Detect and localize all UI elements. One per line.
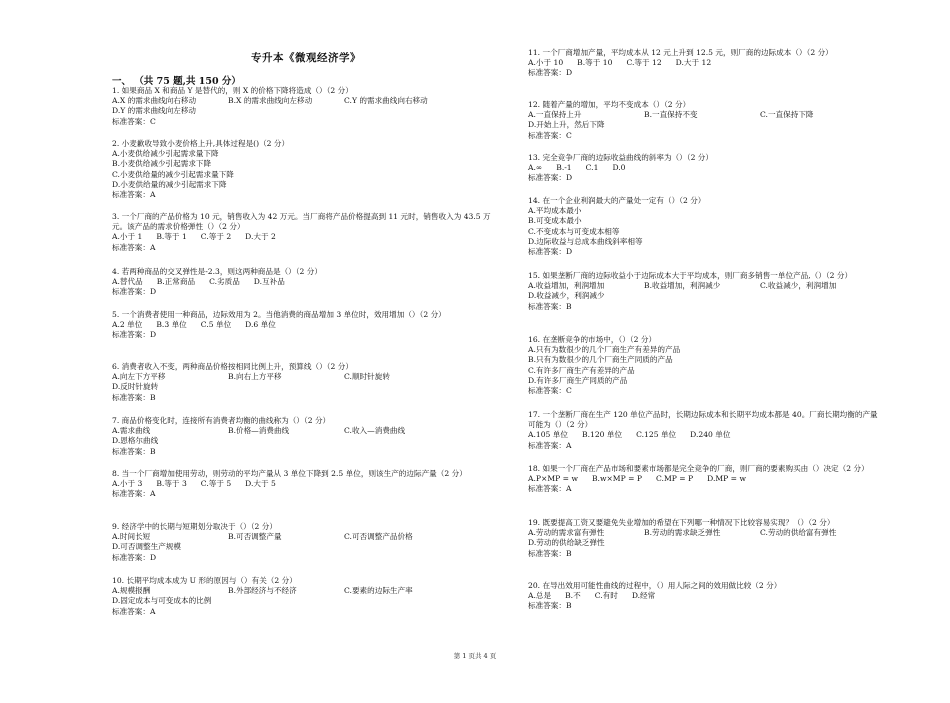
- answer-option: A.替代品: [112, 277, 143, 287]
- question-item: [112, 522, 500, 563]
- question-item: [112, 212, 500, 253]
- answer-option: C.小麦供给量的减少引起需求量下降: [112, 169, 234, 179]
- answer-option: C.Y 的需求曲线向右移动: [344, 96, 428, 106]
- question-item: [112, 416, 500, 457]
- answer-option: B.不: [565, 591, 581, 601]
- question-item: [112, 139, 500, 200]
- answer-option: B.可否调整产量: [228, 532, 282, 542]
- answer-option: C.收入—消费曲线: [344, 426, 406, 436]
- standard-answer: 标准答案：B: [528, 548, 572, 558]
- option-group: [528, 281, 878, 301]
- option-group: [528, 163, 878, 173]
- question-stem: 4. 若两种商品的交叉弹性是-2.3，则这两种商品是（）（2 分）: [112, 267, 322, 276]
- answer-option: B.一直保持不变: [644, 110, 698, 120]
- question-stem: 9. 经济学中的长期与短期划分取决于（）（2 分）: [112, 522, 277, 531]
- option-group: [528, 591, 878, 601]
- standard-answer: 标准答案：C: [112, 116, 156, 126]
- question-item: [528, 271, 878, 312]
- answer-option: A.小于 10: [528, 58, 564, 68]
- answer-option: D.收益减少，利润减少: [528, 291, 605, 301]
- answer-option: A.X 的需求曲线向右移动: [112, 96, 197, 106]
- answer-option: B.120 单位: [582, 430, 623, 440]
- option-group: [528, 110, 878, 130]
- answer-option: B.等于 3: [156, 479, 187, 489]
- answer-option: A.∞: [528, 163, 543, 173]
- answer-option: C.劣质品: [209, 277, 240, 287]
- standard-answer: 标准答案：D: [112, 552, 157, 562]
- option-group: [528, 58, 878, 68]
- question-stem: 6. 消费者收入不变，两种商品价格按相同比例上升，预算线（）（2 分）: [112, 362, 353, 371]
- answer-option: B.正常商品: [156, 277, 196, 287]
- answer-option: D.大于 12: [675, 58, 712, 68]
- option-group: [112, 532, 500, 552]
- question-item: [528, 581, 878, 612]
- question-item: [112, 86, 500, 127]
- answer-option: D.小麦供给量的减少引起需求下降: [112, 179, 227, 189]
- answer-option: C.等于 5: [200, 479, 232, 489]
- answer-option: D.6 单位: [245, 320, 276, 330]
- option-group: [112, 232, 500, 242]
- answer-option: C.125 单位: [636, 430, 677, 440]
- answer-option: B.等于 1: [156, 232, 187, 242]
- standard-answer: 标准答案：D: [528, 68, 573, 78]
- question-item: [528, 196, 878, 257]
- answer-option: D.开始上升，然后下降: [528, 120, 605, 130]
- answer-option: B.-1: [556, 163, 572, 173]
- question-item: [528, 410, 878, 451]
- option-group: [112, 320, 500, 330]
- answer-option: A.小于 1: [112, 232, 143, 242]
- answer-option: D.劳动的供给缺乏弹性: [528, 538, 605, 548]
- standard-answer: 标准答案：D: [528, 173, 573, 183]
- question-stem: 7. 商品价格变化时，连接所有消费者均衡的曲线称为（）（2 分）: [112, 416, 331, 425]
- answer-option: D.Y 的需求曲线向左移动: [112, 106, 197, 116]
- answer-option: C.1: [585, 163, 599, 173]
- answer-option: A.105 单位: [528, 430, 568, 440]
- answer-option: B.向右上方平移: [228, 372, 282, 382]
- answer-option: A.时间长短: [112, 532, 151, 542]
- answer-option: A.收益增加，利润增加: [528, 281, 605, 291]
- answer-option: C.等于 2: [200, 232, 232, 242]
- standard-answer: 标准答案：B: [112, 392, 156, 402]
- question-item: [528, 518, 878, 559]
- answer-option: D.固定成本与可变成本的比例: [112, 596, 212, 606]
- answer-option: B.小麦供给减少引起需求下降: [112, 159, 212, 169]
- standard-answer: 标准答案：A: [112, 606, 156, 616]
- answer-option: B.可变成本最小: [528, 216, 582, 226]
- answer-option: D.有许多厂商生产同质的产品: [528, 375, 628, 385]
- answer-option: C.有许多厂商生产有差异的产品: [528, 365, 635, 375]
- question-item: [112, 469, 500, 500]
- answer-option: B.外部经济与不经济: [228, 586, 297, 596]
- question-item: [528, 100, 878, 141]
- answer-option: D.恩格尔曲线: [112, 436, 159, 446]
- answer-option: A.平均成本最小: [528, 206, 582, 216]
- question-stem: 3. 一个厂商的产品价格为 10 元，销售收入为 42 万元。当厂商将产品价格提高到 11 元时，销售收入为 43.5 万元。该产品的需求价格弹性（）（2 分）: [112, 212, 491, 232]
- answer-option: A.P×MP = w: [528, 474, 578, 484]
- option-group: [112, 586, 500, 606]
- standard-answer: 标准答案：A: [112, 242, 156, 252]
- question-stem: 1. 如果商品 X 和商品 Y 是替代的，则 X 的价格下降将造成（）（2 分）: [112, 86, 353, 95]
- answer-option: C.顺时针旋转: [344, 372, 390, 382]
- question-stem: 11. 一个厂商增加产量，平均成本从 12 元上升到 12.5 元，则厂商的边际成本（）（2 分）: [528, 48, 833, 57]
- answer-option: B.收益增加，利润减少: [644, 281, 721, 291]
- question-stem: 20. 在导出效用可能性曲线的过程中，（）用人际之间的效用做比较（2 分）: [528, 581, 782, 590]
- question-stem: 13. 完全竞争厂商的边际收益曲线的斜率为（）（2 分）: [528, 153, 713, 162]
- answer-option: D.240 单位: [690, 430, 731, 440]
- standard-answer: 标准答案：A: [528, 440, 572, 450]
- answer-option: D.互补品: [253, 277, 285, 287]
- standard-answer: 标准答案：C: [528, 130, 572, 140]
- standard-answer: 标准答案：A: [112, 489, 156, 499]
- option-group: [528, 345, 878, 386]
- answer-option: C.要素的边际生产率: [344, 586, 413, 596]
- page-footer: 第 1 页共 4 页: [453, 652, 497, 660]
- standard-answer: 标准答案：A: [112, 190, 156, 200]
- question-stem: 14. 在一个企业利润最大的产量处一定有（）（2 分）: [528, 196, 706, 205]
- answer-option: A.小于 3: [112, 479, 143, 489]
- answer-option: C.劳动的供给富有弹性: [760, 528, 837, 538]
- answer-option: D.经常: [631, 591, 656, 601]
- answer-option: C.等于 12: [626, 58, 662, 68]
- answer-option: A.总是: [528, 591, 552, 601]
- option-group: [112, 372, 500, 392]
- option-group: [112, 479, 500, 489]
- answer-option: D.大于 2: [245, 232, 276, 242]
- answer-option: C.5 单位: [200, 320, 232, 330]
- standard-answer: 标准答案：D: [528, 247, 573, 257]
- answer-option: C.MP = P: [656, 474, 694, 484]
- question-stem: 17. 一个垄断厂商在生产 120 单位产品时，长期边际成本和长期平均成本都是 40。厂商长期均衡的产量可能为（）（2 分）: [528, 410, 878, 430]
- option-group: [528, 206, 878, 247]
- answer-option: B.w×MP = P: [591, 474, 642, 484]
- answer-option: B.3 单位: [156, 320, 187, 330]
- question-stem: 8. 当一个厂商增加使用劳动，则劳动的平均产量从 3 单位下降到 2.5 单位，则该生产的边际产量（2 分）: [112, 469, 467, 478]
- option-group: [528, 474, 878, 484]
- answer-option: A.小麦供给减少引起需求量下降: [112, 149, 219, 159]
- answer-option: A.2 单位: [112, 320, 143, 330]
- answer-option: C.收益减少，利润增加: [760, 281, 837, 291]
- answer-option: A.需求曲线: [112, 426, 151, 436]
- standard-answer: 标准答案：D: [112, 287, 157, 297]
- answer-option: D.大于 5: [245, 479, 276, 489]
- option-group: [112, 96, 500, 116]
- question-stem: 19. 既要提高工资又要避免失业增加的希望在下列哪一种情况下比较容易实现？（）（2 分）: [528, 518, 835, 527]
- question-stem: 2. 小麦歉收导致小麦价格上升,具体过程是()（2 分）: [112, 139, 290, 148]
- option-group: [528, 430, 878, 440]
- answer-option: C.不变成本与可变成本相等: [528, 226, 620, 236]
- question-item: [528, 464, 878, 495]
- option-group: [528, 528, 878, 548]
- answer-option: D.0: [612, 163, 626, 173]
- answer-option: C.一直保持下降: [760, 110, 814, 120]
- answer-option: A.只有为数很少的几个厂商生产有差异的产品: [528, 345, 681, 355]
- answer-option: A.劳动的需求富有弹性: [528, 528, 605, 538]
- answer-option: A.一直保持上升: [528, 110, 582, 120]
- answer-option: B.价格—消费曲线: [228, 426, 290, 436]
- option-group: [112, 426, 500, 446]
- document-title: 专升本《微观经济学》: [251, 52, 361, 64]
- answer-option: C.有时: [594, 591, 618, 601]
- standard-answer: 标准答案：B: [528, 601, 572, 611]
- question-stem: 12. 随着产量的增加，平均不变成本（）（2 分）: [528, 100, 691, 109]
- question-stem: 10. 长期平均成本成为 U 形的原因与（）有关（2 分）: [112, 576, 297, 585]
- question-item: [528, 48, 878, 79]
- question-item: [112, 267, 500, 298]
- standard-answer: 标准答案：B: [112, 446, 156, 456]
- answer-option: A.规模报酬: [112, 586, 151, 596]
- answer-option: B.等于 10: [577, 58, 613, 68]
- standard-answer: 标准答案：C: [528, 386, 572, 396]
- answer-option: D.MP = w: [707, 474, 746, 484]
- answer-option: D.可否调整生产规模: [112, 542, 181, 552]
- answer-option: C.可否调整产品价格: [344, 532, 413, 542]
- question-stem: 18. 如果一个厂商在产品市场和要素市场都是完全竞争的厂商，则厂商的要素购买由（）决定（2 分）: [528, 464, 869, 473]
- question-stem: 5. 一个消费者使用一种商品，边际效用为 2。当他消费的商品增加 3 单位时，效用增加（）（2 分）: [112, 310, 446, 319]
- question-stem: 15. 如果垄断厂商的边际收益小于边际成本大于平均成本，则厂商多销售一单位产品,（）（2 分）: [528, 271, 853, 280]
- answer-option: B.X 的需求曲线向左移动: [228, 96, 313, 106]
- standard-answer: 标准答案：A: [528, 484, 572, 494]
- question-item: [112, 576, 500, 617]
- question-item: [112, 362, 500, 403]
- section-heading: 一、 （共 75 题,共 150 分）: [112, 76, 241, 87]
- question-item: [112, 310, 500, 341]
- answer-option: D.边际收益与总成本曲线斜率相等: [528, 236, 643, 246]
- standard-answer: 标准答案：D: [112, 330, 157, 340]
- answer-option: A.向左下方平移: [112, 372, 166, 382]
- question-stem: 16. 在垄断竞争的市场中，（）（2 分）: [528, 335, 657, 344]
- standard-answer: 标准答案：B: [528, 301, 572, 311]
- answer-option: D.反时针旋转: [112, 382, 159, 392]
- question-item: [528, 153, 878, 184]
- option-group: [112, 277, 500, 287]
- answer-option: B.劳动的需求缺乏弹性: [644, 528, 721, 538]
- option-group: [112, 149, 500, 190]
- answer-option: B.只有为数很少的几个厂商生产同质的产品: [528, 355, 673, 365]
- question-item: [528, 335, 878, 396]
